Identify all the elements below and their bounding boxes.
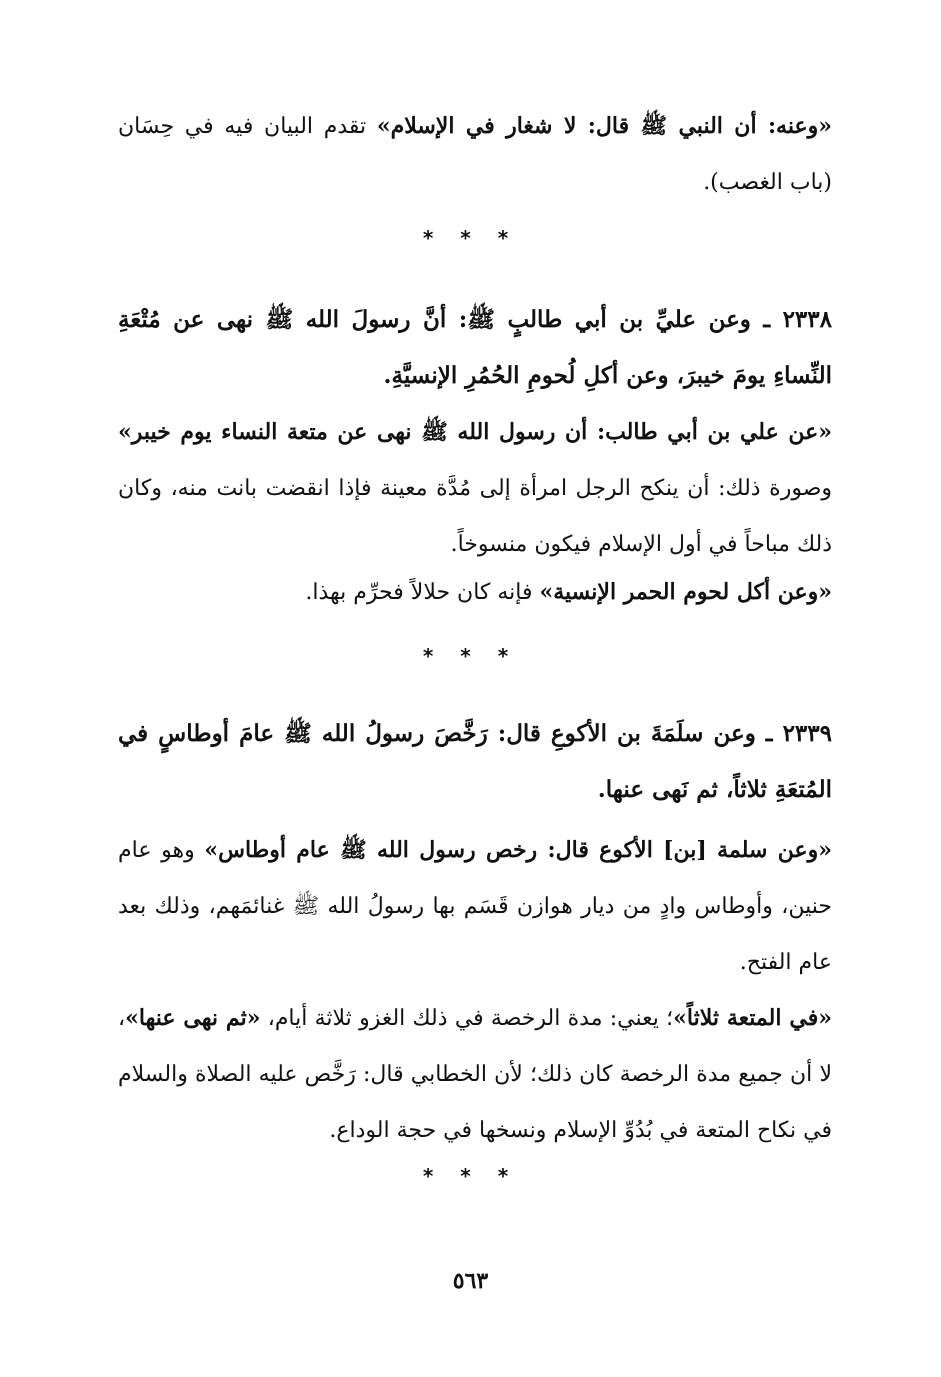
quoted-text: «وعن سلمة [بن] الأكوع قال: رخص رسول الله ﷺ عام أوطاس» xyxy=(204,837,832,863)
commentary-paragraph-1 xyxy=(118,98,832,211)
section-separator-3: * * * xyxy=(422,1164,519,1188)
commentary-paragraph-2 xyxy=(118,404,832,573)
commentary-text: وهو عام حنين، وأوطاس وادٍ من ديار هوازن قَسَم بها رسولُ الله ﷺ غنائمَهم، وذلك بعد عام الفتح. xyxy=(118,838,832,975)
commentary-paragraph-3 xyxy=(118,564,832,621)
quoted-text: «عن علي بن أبي طالب: أن رسول الله ﷺ نهى عن متعة النساء يوم خيبر» xyxy=(118,419,832,445)
quoted-text: «وعن أكل لحوم الحمر الإنسية» xyxy=(539,579,832,605)
quoted-text: «ثم نهى عنها» xyxy=(125,1005,261,1031)
commentary-text: تقدم البيان فيه في حِسَان (باب الغصب). xyxy=(118,114,832,195)
section-separator-2: * * * xyxy=(422,644,519,668)
commentary-text: ، لا أن جميع مدة الرخصة كان ذلك؛ لأن الخطابي قال: رَخَّص عليه الصلاة والسلام في نكاح المتعة في بُدُوِّ الإسلام ونسخها في حجة الوداع. xyxy=(118,1006,832,1143)
page-number: ٥٦٣ xyxy=(452,1268,489,1294)
quoted-text: «في المتعة ثلاثاً» xyxy=(673,1005,832,1031)
commentary-paragraph-4 xyxy=(118,822,832,991)
hadith-2338: ٢٣٣٨ ـ وعن عليِّ بن أبي طالبٍ ﷺ: أنَّ رسولَ الله ﷺ نهى عن مُتْعَةِ النِّساءِ يومَ خيبرَ، وعن أكلِ لُحومِ الحُمُرِ الإنسيَّةِ. xyxy=(118,306,832,389)
commentary-text: فإنه كان حلالاً فحرِّم بهذا. xyxy=(305,580,540,605)
section-separator-1: * * * xyxy=(422,226,519,250)
commentary-text: وصورة ذلك: أن ينكح الرجل امرأة إلى مُدَّة معينة فإذا انقضت بانت منه، وكان ذلك مباحاً في أول الإسلام فيكون منسوخاً. xyxy=(118,476,832,557)
hadith-2339: ٢٣٣٩ ـ وعن سلَمَةَ بن الأكوعِ قال: رَخَّصَ رسولُ الله ﷺ عامَ أوطاسٍ في المُتعَةِ ثلاثاً، ثم نَهى عنها. xyxy=(118,720,832,803)
commentary-paragraph-5 xyxy=(118,990,832,1159)
quoted-text: «وعنه: أن النبي ﷺ قال: لا شغار في الإسلام» xyxy=(376,113,832,139)
commentary-text: ؛ يعني: مدة الرخصة في ذلك الغزو ثلاثة أيام، xyxy=(260,1006,674,1031)
